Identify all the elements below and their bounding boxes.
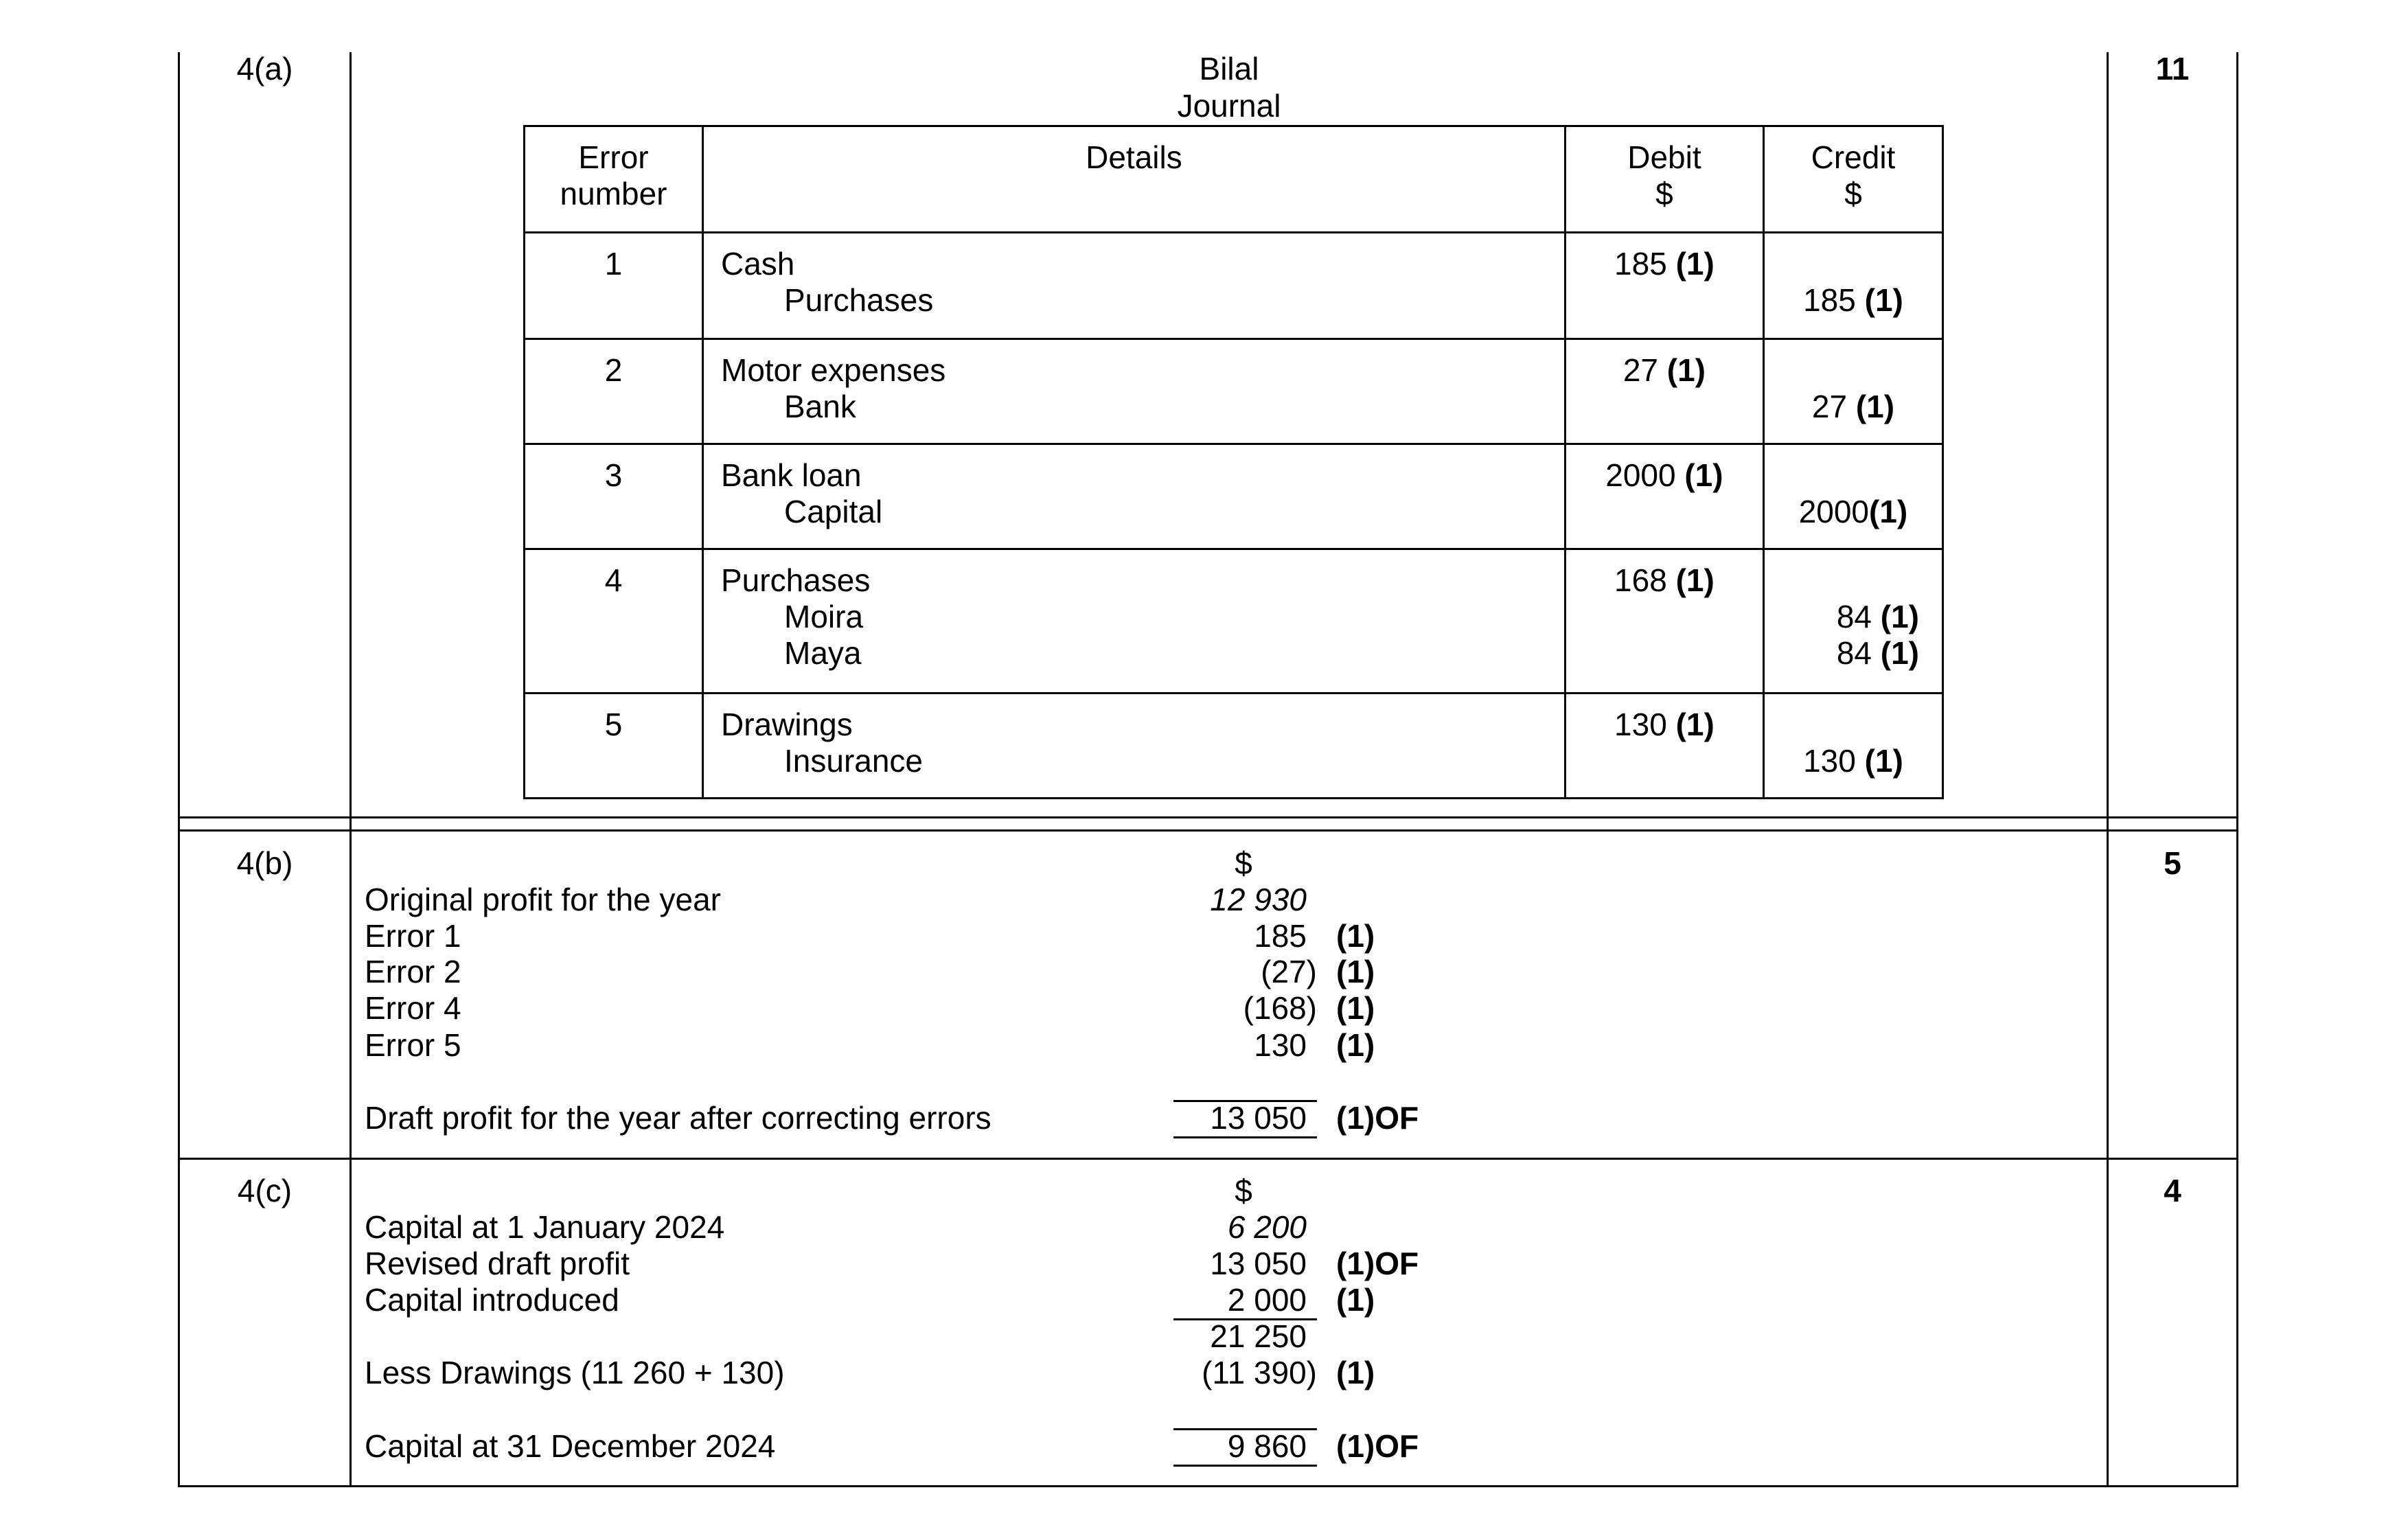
subtotal-amount: 21 250 [1210,1318,1307,1354]
debit-cell: 168 (1) [1565,549,1763,694]
line-mark: (1) [1336,1282,1375,1318]
marks-4c: 4 [2164,1173,2181,1208]
total-label: Capital at 31 December 2024 [365,1428,776,1464]
line-mark: (1)OF [1336,1246,1419,1281]
frame-right-border [2236,52,2238,1487]
line-label: Error 2 [365,954,461,989]
journal-row [525,549,1943,694]
total-amount: 9 860 [1227,1428,1307,1464]
journal-row [525,339,1943,444]
question-label-4a: 4(a) [236,51,293,87]
details-cell: Bank loan Capital [703,444,1566,549]
total-label: Draft profit for the year after correcting errors [365,1100,991,1136]
line-amount: (168) [1243,990,1317,1026]
journal-row [525,444,1943,549]
line-amount: 13 050 [1210,1246,1307,1281]
line-mark: (1) [1336,1027,1375,1063]
header-debit: Debit $ [1565,126,1763,233]
credit-cell: 130 (1) [1763,694,1942,799]
currency-header-4c: $ [1235,1173,1252,1208]
journal-table [523,125,1944,799]
line-label: Capital introduced [365,1282,619,1318]
credit-cell: 185 (1) [1763,233,1942,339]
question-label-4c: 4(c) [237,1173,293,1208]
debit-cell: 27 (1) [1565,339,1763,444]
line-amount: 130 [1254,1027,1307,1063]
line-label: Error 1 [365,918,461,954]
frame-col-divider-2 [2107,52,2109,1487]
line-mark: (1) [1336,1355,1375,1390]
line-amount: 2 000 [1227,1282,1307,1318]
line-label: Capital at 1 January 2024 [365,1209,725,1245]
header-details: Details [703,126,1566,233]
details-cell: Motor expenses Bank [703,339,1566,444]
line-amount: 12 930 [1210,882,1307,917]
error-number-cell: 1 [525,233,703,339]
details-cell: Purchases Moira Maya [703,549,1566,694]
frame-col-divider-1 [349,52,352,1487]
line-amount: (11 390) [1202,1355,1317,1390]
frame-bottom-border [178,1485,2238,1487]
frame-double-rule-bottom [178,829,2238,832]
line-amount: (27) [1261,954,1317,989]
line-label: Error 5 [365,1027,461,1063]
frame-double-rule-top [178,816,2238,818]
line-mark: (1) [1336,990,1375,1026]
currency-header-4b: $ [1235,845,1252,881]
details-cell: Drawings Insurance [703,694,1566,799]
line-label: Original profit for the year [365,882,722,917]
error-number-cell: 4 [525,549,703,694]
credit-cell: 84 (1) 84 (1) [1763,549,1942,694]
total-rule-bottom [1173,1136,1317,1138]
line-label: Less Drawings (11 260 + 130) [365,1355,785,1390]
header-credit: Credit $ [1763,126,1942,233]
debit-cell: 185 (1) [1565,233,1763,339]
line-mark: (1) [1336,954,1375,989]
frame-rule-4b-4c [178,1158,2238,1160]
total-mark: (1)OF [1336,1100,1419,1136]
line-label: Revised draft profit [365,1246,630,1281]
line-label: Error 4 [365,990,461,1026]
credit-cell: 2000(1) [1763,444,1942,549]
marks-4b: 5 [2164,845,2181,881]
journal-row [525,233,1943,339]
total-rule-bottom [1173,1465,1317,1467]
debit-cell: 2000 (1) [1565,444,1763,549]
header-error-number: Error number [525,126,703,233]
error-number-cell: 2 [525,339,703,444]
journal-title: Journal [1177,88,1281,124]
line-amount: 6 200 [1227,1209,1307,1245]
frame-left-border [178,52,180,1487]
total-amount: 13 050 [1210,1100,1307,1136]
line-amount: 185 [1254,918,1307,954]
credit-cell: 27 (1) [1763,339,1942,444]
marks-4a: 11 [2155,51,2190,87]
journal-header-row [525,126,1943,233]
line-mark: (1) [1336,918,1375,954]
journal-business-name: Bilal [1199,51,1259,87]
details-cell: Cash Purchases [703,233,1566,339]
error-number-cell: 5 [525,694,703,799]
question-label-4b: 4(b) [236,845,293,881]
debit-cell: 130 (1) [1565,694,1763,799]
journal-row [525,694,1943,799]
error-number-cell: 3 [525,444,703,549]
total-mark: (1)OF [1336,1428,1419,1464]
